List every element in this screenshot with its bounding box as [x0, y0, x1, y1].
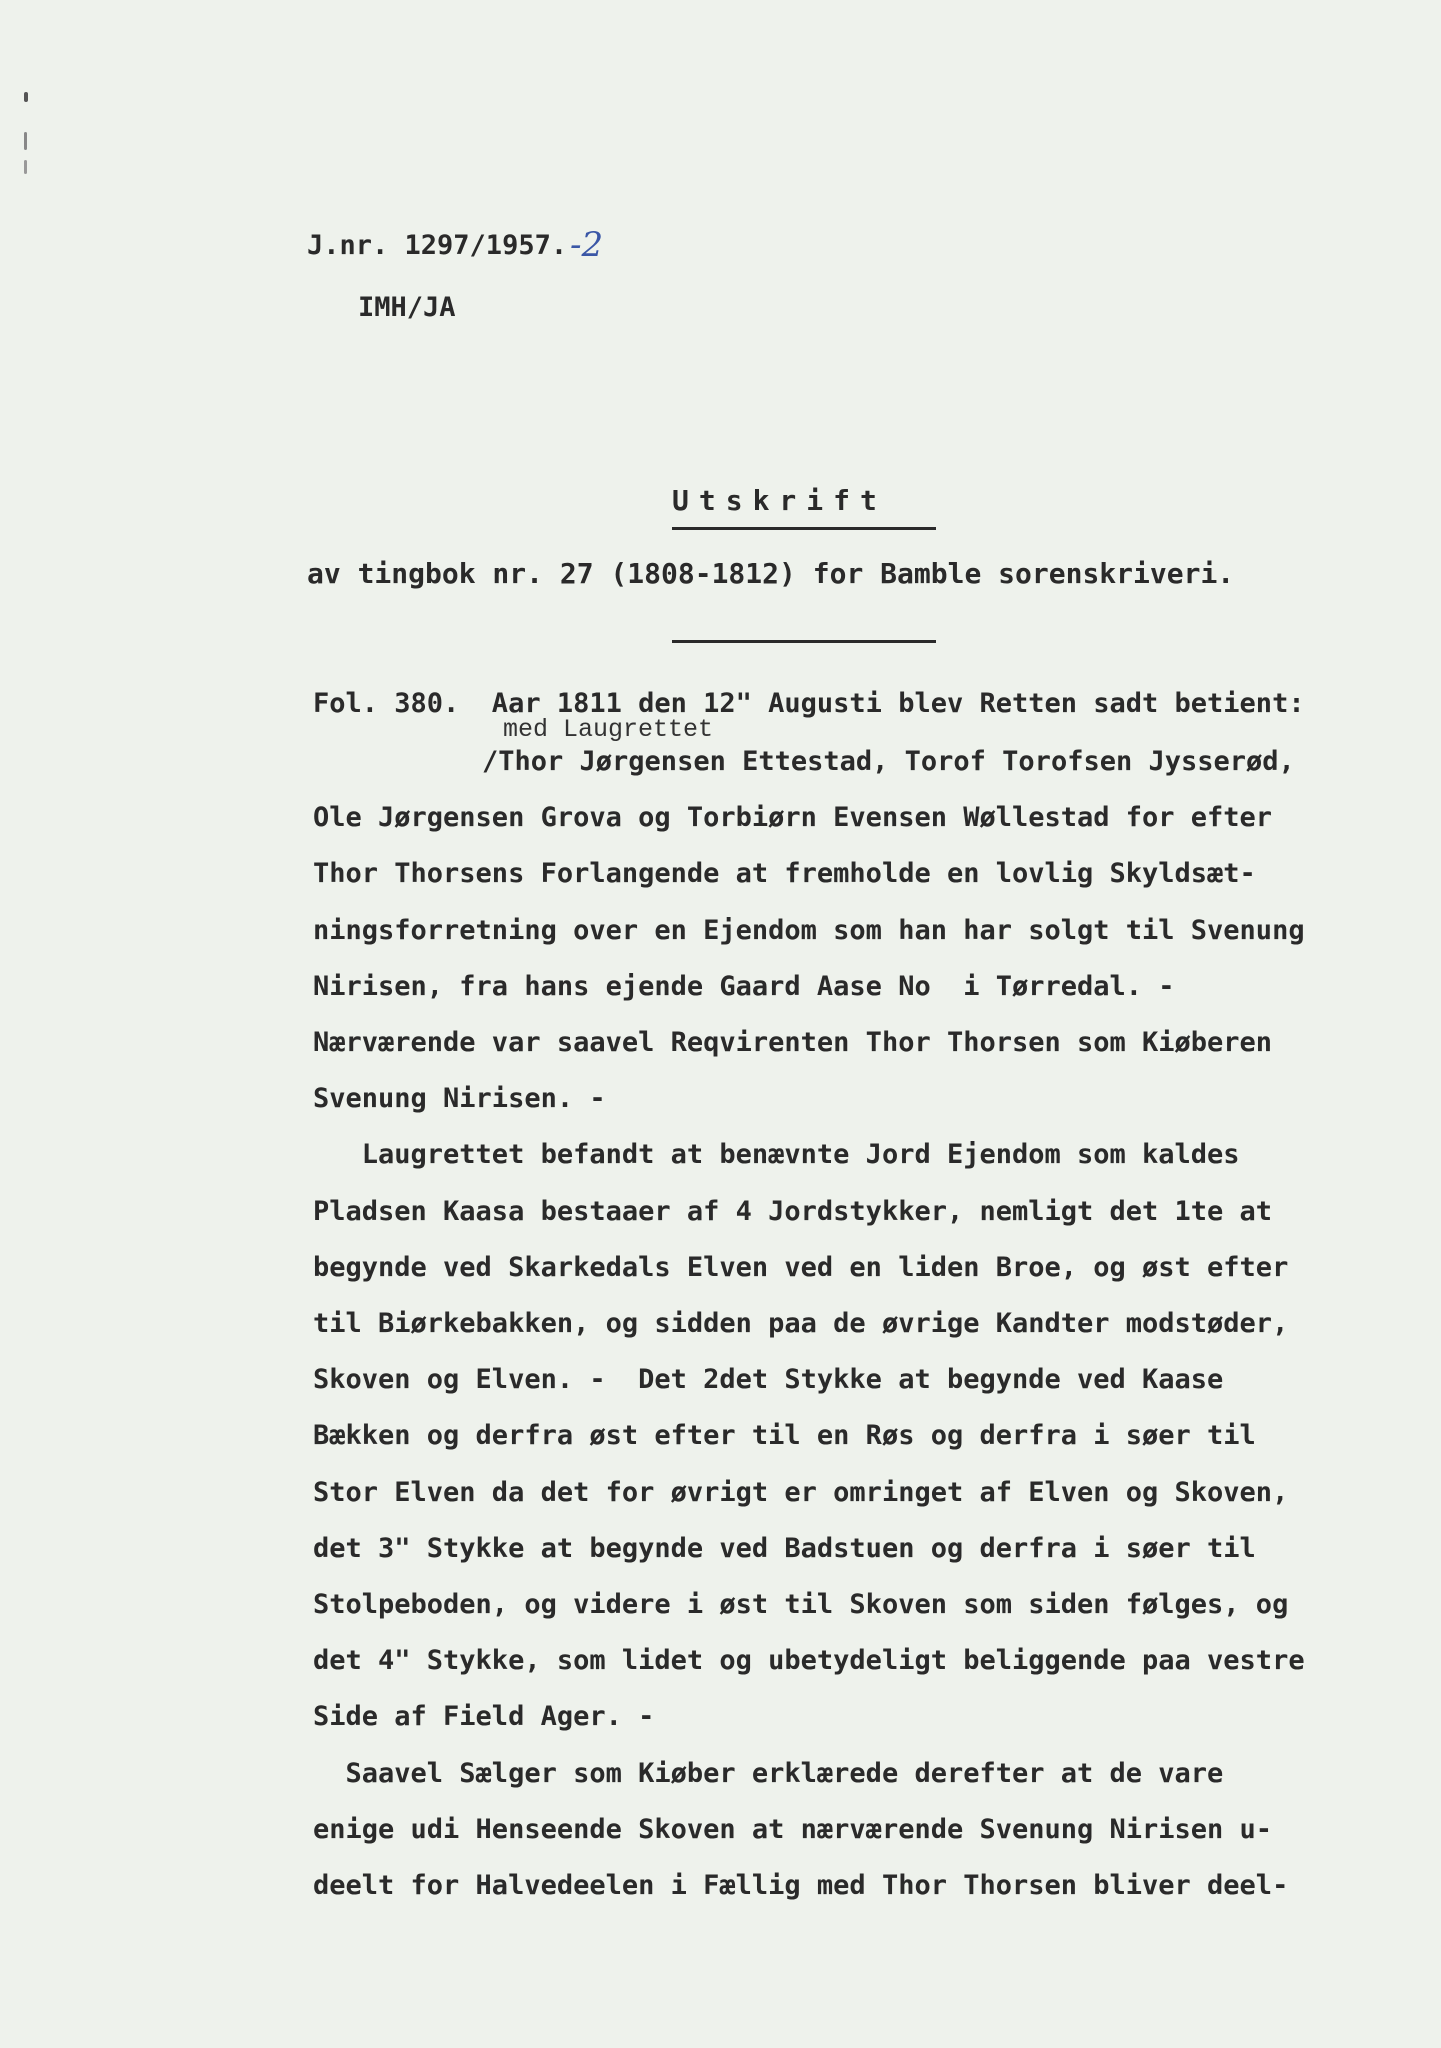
- body-line: Fol. 380. Aar 1811 den 12" Augusti blev Retten sadt betient:: [313, 688, 1305, 719]
- body-line: Svenung Nirisen. -: [313, 1083, 606, 1114]
- body-line: Side af Field Ager. -: [313, 1701, 655, 1732]
- body-line: Ole Jørgensen Grova og Torbiørn Evensen Wøllestad for efter: [313, 802, 1273, 833]
- scan-edge-mark: [24, 92, 28, 102]
- journal-suffix-handwritten: -2: [570, 225, 604, 265]
- body-line: Pladsen Kaasa bestaaer af 4 Jordstykker, nemligt det 1te at: [313, 1196, 1273, 1227]
- body-line: Stor Elven da det for øvrigt er omringet af Elven og Skoven,: [313, 1477, 1289, 1508]
- document-subtitle: av tingbok nr. 27 (1808-1812) for Bamble sorenskriveri.: [307, 557, 1235, 590]
- insert-above-line: med Laugrettet: [503, 715, 714, 744]
- body-line: det 3" Stykke at begynde ved Badstuen og derfra i søer til: [313, 1533, 1256, 1564]
- title-underline: [672, 527, 936, 530]
- document-title: Utskrift: [672, 484, 887, 517]
- body-line: Bækken og derfra øst efter til en Røs og derfra i søer til: [313, 1420, 1256, 1451]
- body-line: enige udi Henseende Skoven at nærværende Svenung Nirisen u-: [313, 1814, 1273, 1845]
- body-line: Thor Thorsens Forlangende at fremholde en lovlig Skyldsæt-: [313, 858, 1256, 889]
- body-line: Saavel Sælger som Kiøber erklærede derefter at de vare: [313, 1758, 1224, 1789]
- body-line: deelt for Halvedeelen i Fællig med Thor Thorsen bliver deel-: [313, 1870, 1289, 1901]
- initials: IMH/JA: [358, 292, 456, 323]
- body-line: det 4" Stykke, som lidet og ubetydeligt beliggende paa vestre: [313, 1645, 1305, 1676]
- journal-number: J.nr. 1297/1957.: [307, 230, 568, 261]
- body-line: Nirisen, fra hans ejende Gaard Aase No i Tørredal. -: [313, 971, 1175, 1002]
- body-line: Laugrettet befandt at benævnte Jord Ejendom som kaldes: [313, 1139, 1240, 1170]
- body-line: ningsforretning over en Ejendom som han har solgt til Svenung: [313, 915, 1305, 946]
- body-line: /Thor Jørgensen Ettestad, Torof Torofsen Jysserød,: [482, 746, 1295, 777]
- body-line: begynde ved Skarkedals Elven ved en liden Broe, og øst efter: [313, 1252, 1289, 1283]
- body-line: Nærværende var saavel Reqvirenten Thor Thorsen som Kiøberen: [313, 1027, 1273, 1058]
- body-line: Skoven og Elven. - Det 2det Stykke at begynde ved Kaase: [313, 1364, 1224, 1395]
- body-line: til Biørkebakken, og sidden paa de øvrige Kandter modstøder,: [313, 1308, 1289, 1339]
- scan-edge-mark: [24, 132, 27, 150]
- scan-edge-mark: [24, 160, 27, 174]
- body-line: Stolpeboden, og videre i øst til Skoven som siden følges, og: [313, 1589, 1289, 1620]
- section-divider: [672, 640, 936, 643]
